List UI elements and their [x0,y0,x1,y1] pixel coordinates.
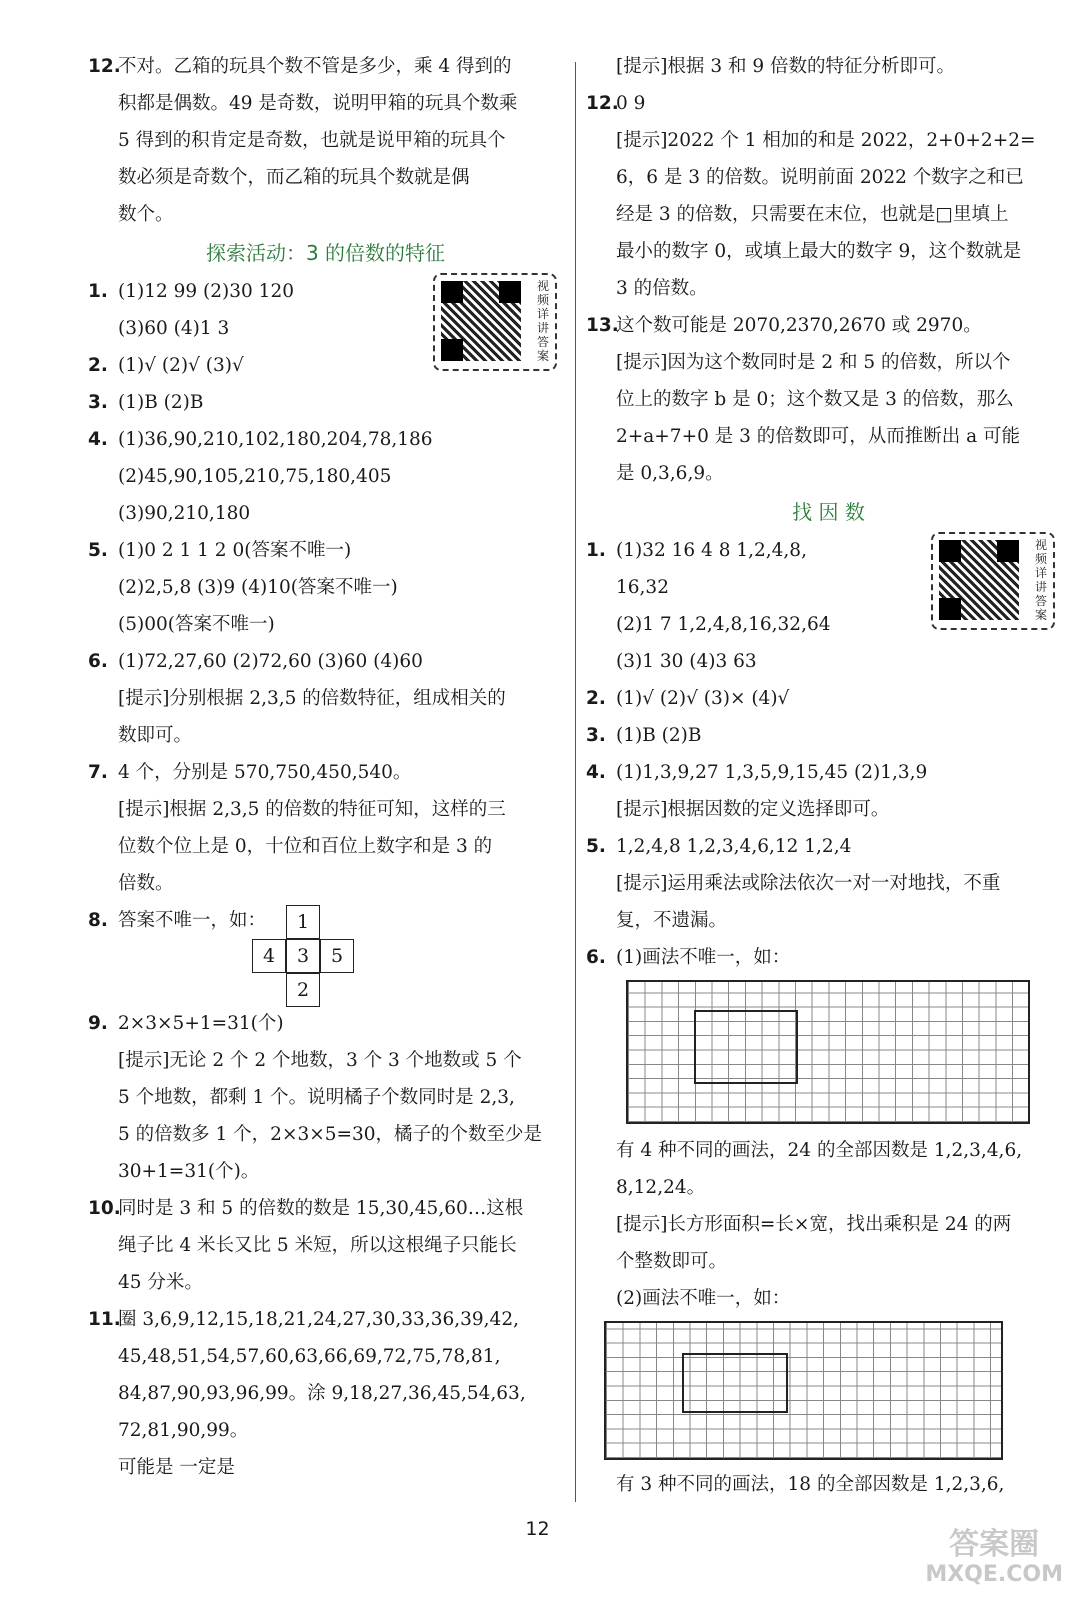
question-number: 3. [586,725,606,746]
answer-text: (1)0 2 1 1 2 0(答案不唯一) [118,540,352,561]
hint-text: 3 的倍数。 [616,278,708,299]
answer-text: 0 9 [616,93,646,114]
hint-text: [提示]无论 2 个 2 个地数，3 个 3 个地数或 5 个 [118,1050,522,1071]
question-number: 2. [586,688,606,709]
answer-text: 不对。乙箱的玩具个数不管是多少，乘 4 得到的 [118,56,512,77]
answer-text: 答案不唯一，如： [118,910,267,931]
hint-text: 5 的倍数多 1 个，2×3×5=30，橘子的个数至少是 [118,1124,543,1145]
answer-text: (3)90,210,180 [118,503,251,524]
hint-text: 经是 3 的倍数，只需要在末位，也就是□里填上 [616,204,1009,225]
hint-text: 倍数。 [118,873,174,894]
hint-text: 位上的数字 b 是 0；这个数又是 3 的倍数，那么 [616,389,1014,410]
question-number: 12. [88,56,121,77]
answer-text: (1)画法不唯一，如： [616,947,791,968]
hint-text: [提示]长方形面积=长×宽，找出乘积是 24 的两 [616,1214,1012,1235]
page-number: 12 [525,1518,550,1540]
answer-text: 16,32 [616,577,669,598]
answer-text: 这个数可能是 2070,2370,2670 或 2970。 [616,315,982,336]
hint-text: 复，不遗漏。 [616,910,728,931]
hint-text: 6，6 是 3 的倍数。说明前面 2022 个数字之和已 [616,167,1024,188]
rectangle-area-18 [682,1353,788,1413]
question-number: 12. [586,93,619,114]
column-divider [575,62,576,1502]
answer-text: 可能是 一定是 [118,1457,235,1478]
rectangle-area-24 [694,1010,798,1084]
hint-text: [提示]分别根据 2,3,5 的倍数特征，组成相关的 [118,688,506,709]
question-number: 6. [586,947,606,968]
hint-text: [提示]运用乘法或除法依次一对一对地找，不重 [616,873,1001,894]
hint-text: 是 0,3,6,9。 [616,463,724,484]
watermark-line1: 答案圈 [949,1527,1040,1562]
answer-text: (1)12 99 (2)30 120 [118,281,294,302]
cross-cell-left: 4 [252,939,286,973]
answer-text: 数必须是奇数个，而乙箱的玩具个数就是偶 [118,167,470,188]
section-heading: 找 因 数 [792,500,865,524]
hint-text: 数即可。 [118,725,193,746]
answer-text: (1)√ (2)√ (3)√ [118,355,244,376]
hint-text: 位数个位上是 0，十位和百位上数字和是 3 的 [118,836,493,857]
hint-text: 30+1=31(个)。 [118,1161,260,1182]
answer-text: (1)72,27,60 (2)72,60 (3)60 (4)60 [118,651,423,672]
question-number: 10. [88,1198,121,1219]
answer-text: (1)1,3,9,27 1,3,5,9,15,45 (2)1,3,9 [616,762,928,783]
cross-cell-bottom: 2 [286,973,320,1007]
grid-drawing-18 [604,1321,1003,1460]
answer-text: 2×3×5+1=31(个) [118,1013,284,1034]
hint-text: [提示]根据因数的定义选择即可。 [616,799,890,820]
answer-text: 数个。 [118,204,174,225]
answer-text: 绳子比 4 米长又比 5 米短，所以这根绳子只能长 [118,1235,517,1256]
question-number: 2. [88,355,108,376]
answer-text: 圈 3,6,9,12,15,18,21,24,27,30,33,36,39,42, [118,1309,519,1330]
answer-text: (2)2,5,8 (3)9 (4)10(答案不唯一) [118,577,398,598]
right-column [586,48,1071,1503]
hint-text: 最小的数字 0，或填上最大的数字 9，这个数就是 [616,241,1022,262]
question-number: 4. [586,762,606,783]
left-column [88,48,563,1486]
answer-text: 1,2,4,8 1,2,3,4,6,12 1,2,4 [616,836,852,857]
hint-text: 5 个地数，都剩 1 个。说明橘子个数同时是 2,3, [118,1087,515,1108]
answer-text: (1)√ (2)√ (3)× (4)√ [616,688,790,709]
answer-text: 有 4 种不同的画法，24 的全部因数是 1,2,3,4,6, [616,1140,1023,1161]
question-number: 1. [88,281,108,302]
hint-text: [提示]2022 个 1 相加的和是 2022，2+0+2+2= [616,130,1036,151]
answer-text: 5 得到的积肯定是奇数，也就是说甲箱的玩具个 [118,130,506,151]
watermark-logo [925,1527,1063,1590]
hint-text: [提示]因为这个数同时是 2 和 5 的倍数，所以个 [616,352,1011,373]
question-number: 4. [88,429,108,450]
section-heading: 探索活动：3 的倍数的特征 [205,241,446,265]
answer-text: (2)画法不唯一，如： [616,1288,791,1309]
answer-text: (1)36,90,210,102,180,204,78,186 [118,429,433,450]
answer-text: 有 3 种不同的画法，18 的全部因数是 1,2,3,6, [616,1474,1005,1495]
answer-text: (2)1 7 1,2,4,8,16,32,64 [616,614,831,635]
answer-text: (5)00(答案不唯一) [118,614,275,635]
answer-text: 8,12,24。 [616,1177,706,1198]
question-number: 9. [88,1013,108,1034]
answer-text: (1)B (2)B [118,392,204,413]
section-answers [586,532,1071,1503]
answer-text: (3)60 (4)1 3 [118,318,230,339]
qr-label: 视频详讲答案 [1034,538,1047,622]
qr-label: 视频详讲答案 [536,279,549,363]
question-number: 13. [586,315,619,336]
hint-text: [提示]根据 2,3,5 的倍数的特征可知，这样的三 [118,799,506,820]
number-cross-figure [238,905,563,1005]
question-12 [88,48,563,233]
answer-text: 同时是 3 和 5 的倍数的数是 15,30,45,60…这根 [118,1198,524,1219]
question-number: 5. [586,836,606,857]
answer-text: (1)32 16 4 8 1,2,4,8, [616,540,807,561]
answer-text: 积都是偶数。49 是奇数，说明甲箱的玩具个数乘 [118,93,518,114]
watermark-line2: MXQE.COM [925,1562,1063,1587]
question-number: 5. [88,540,108,561]
question-number: 7. [88,762,108,783]
hint-text: 2+a+7+0 是 3 的倍数即可，从而推断出 a 可能 [616,426,1021,447]
cross-cell-center: 3 [286,939,320,973]
grid-drawing-24 [626,980,1030,1124]
question-number: 1. [586,540,606,561]
answer-text: 84,87,90,93,96,99。涂 9,18,27,36,45,54,63, [118,1383,526,1404]
answer-text: 4 个，分别是 570,750,450,540。 [118,762,412,783]
answer-text: (3)1 30 (4)3 63 [616,651,757,672]
answer-text: 72,81,90,99。 [118,1420,249,1441]
cross-cell-top: 1 [286,905,320,939]
question-number: 6. [88,651,108,672]
cross-cell-right: 5 [320,939,354,973]
hint-text: 个整数即可。 [616,1251,728,1272]
answer-text: 45 分米。 [118,1272,203,1293]
question-number: 11. [88,1309,121,1330]
answer-text: (1)B (2)B [616,725,702,746]
question-number: 3. [88,392,108,413]
answer-text: 45,48,51,54,57,60,63,66,69,72,75,78,81, [118,1346,501,1367]
answer-text: (2)45,90,105,210,75,180,405 [118,466,392,487]
question-number: 8. [88,910,108,931]
section-answers [88,273,563,1486]
hint-text: [提示]根据 3 和 9 倍数的特征分析即可。 [616,56,955,77]
